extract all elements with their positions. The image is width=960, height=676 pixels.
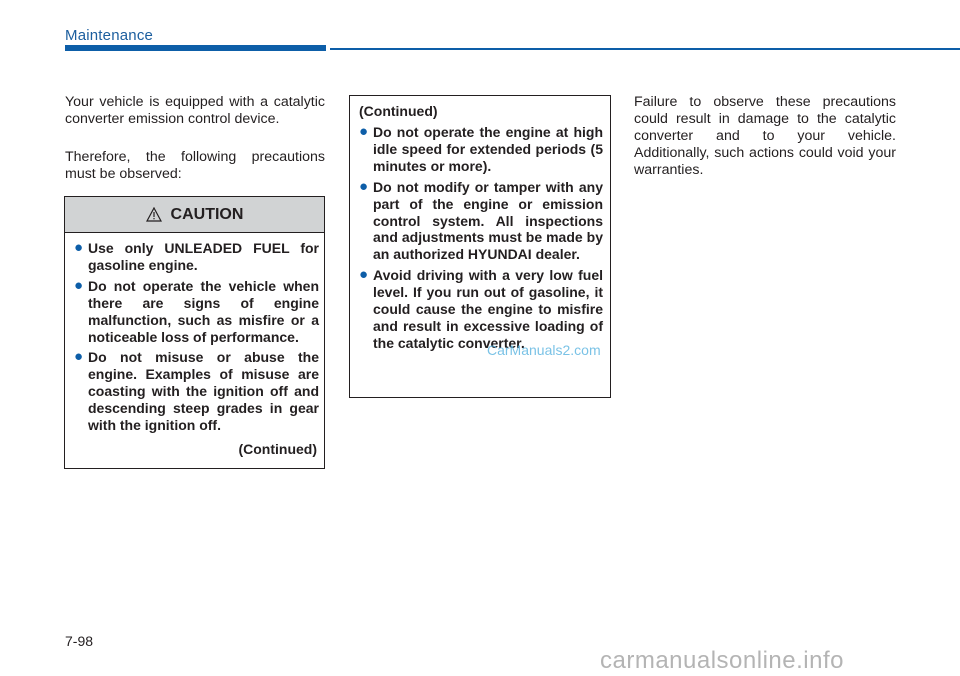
precautions-paragraph: Therefore, the following precautions must be observed: [65,149,325,182]
warning-triangle-icon [146,207,162,222]
warranty-paragraph: Failure to observe these precautions could result in damage to the catalytic converter and to your vehicle. Additionally, such actions could void your warranties. [634,94,896,178]
intro-paragraph: Your vehicle is equipped with a catalytic converter emission control device. [65,94,325,127]
caution-item: ● Do not operate the vehicle when there are signs of engine malfunction, such as misfire or a noticeable loss of performance. [74,276,319,345]
bullet-icon: ● [359,123,369,140]
header-rule-thick [65,45,326,51]
caution-box [64,196,325,469]
header-rule-thin [330,48,960,50]
bullet-icon: ● [74,348,84,366]
bullet-icon: ● [74,239,84,256]
caution-item: ● Do not misuse or abuse the engine. Examples of misuse are coasting with the ignition off and descending steep grades in gear with the ignition off. [74,348,319,434]
page-number: 7-98 [65,633,94,649]
continued-list [350,124,603,356]
caution-item: ● Use only UNLEADED FUEL for gasoline engine. [74,239,319,273]
caution-title: CAUTION [170,205,244,223]
bullet-icon: ● [74,276,84,294]
footer-site-mark: carmanualsonline.info [600,647,844,674]
caution-list [65,240,319,438]
continued-item: ● Avoid driving with a very low fuel level. If you run out of gasoline, it could cause the engine to misfire and result in excessive loading of the catalytic converter. [359,266,603,351]
bullet-icon: ● [359,177,369,195]
caution-header [65,197,324,233]
continued-item: ● Do not modify or tamper with any part of the engine or emission control system. All inspections and adjustments must be made by an authorized HYUNDAI dealer. [359,177,603,263]
continued-label: (Continued) [359,103,438,119]
caution-continued: (Continued) [238,441,317,457]
bullet-icon: ● [359,266,369,284]
continued-item: ● Do not operate the engine at high idle speed for extended periods (5 minutes or more). [359,123,603,174]
section-title: Maintenance [65,27,154,44]
watermark: CarManuals2.com [487,342,601,358]
